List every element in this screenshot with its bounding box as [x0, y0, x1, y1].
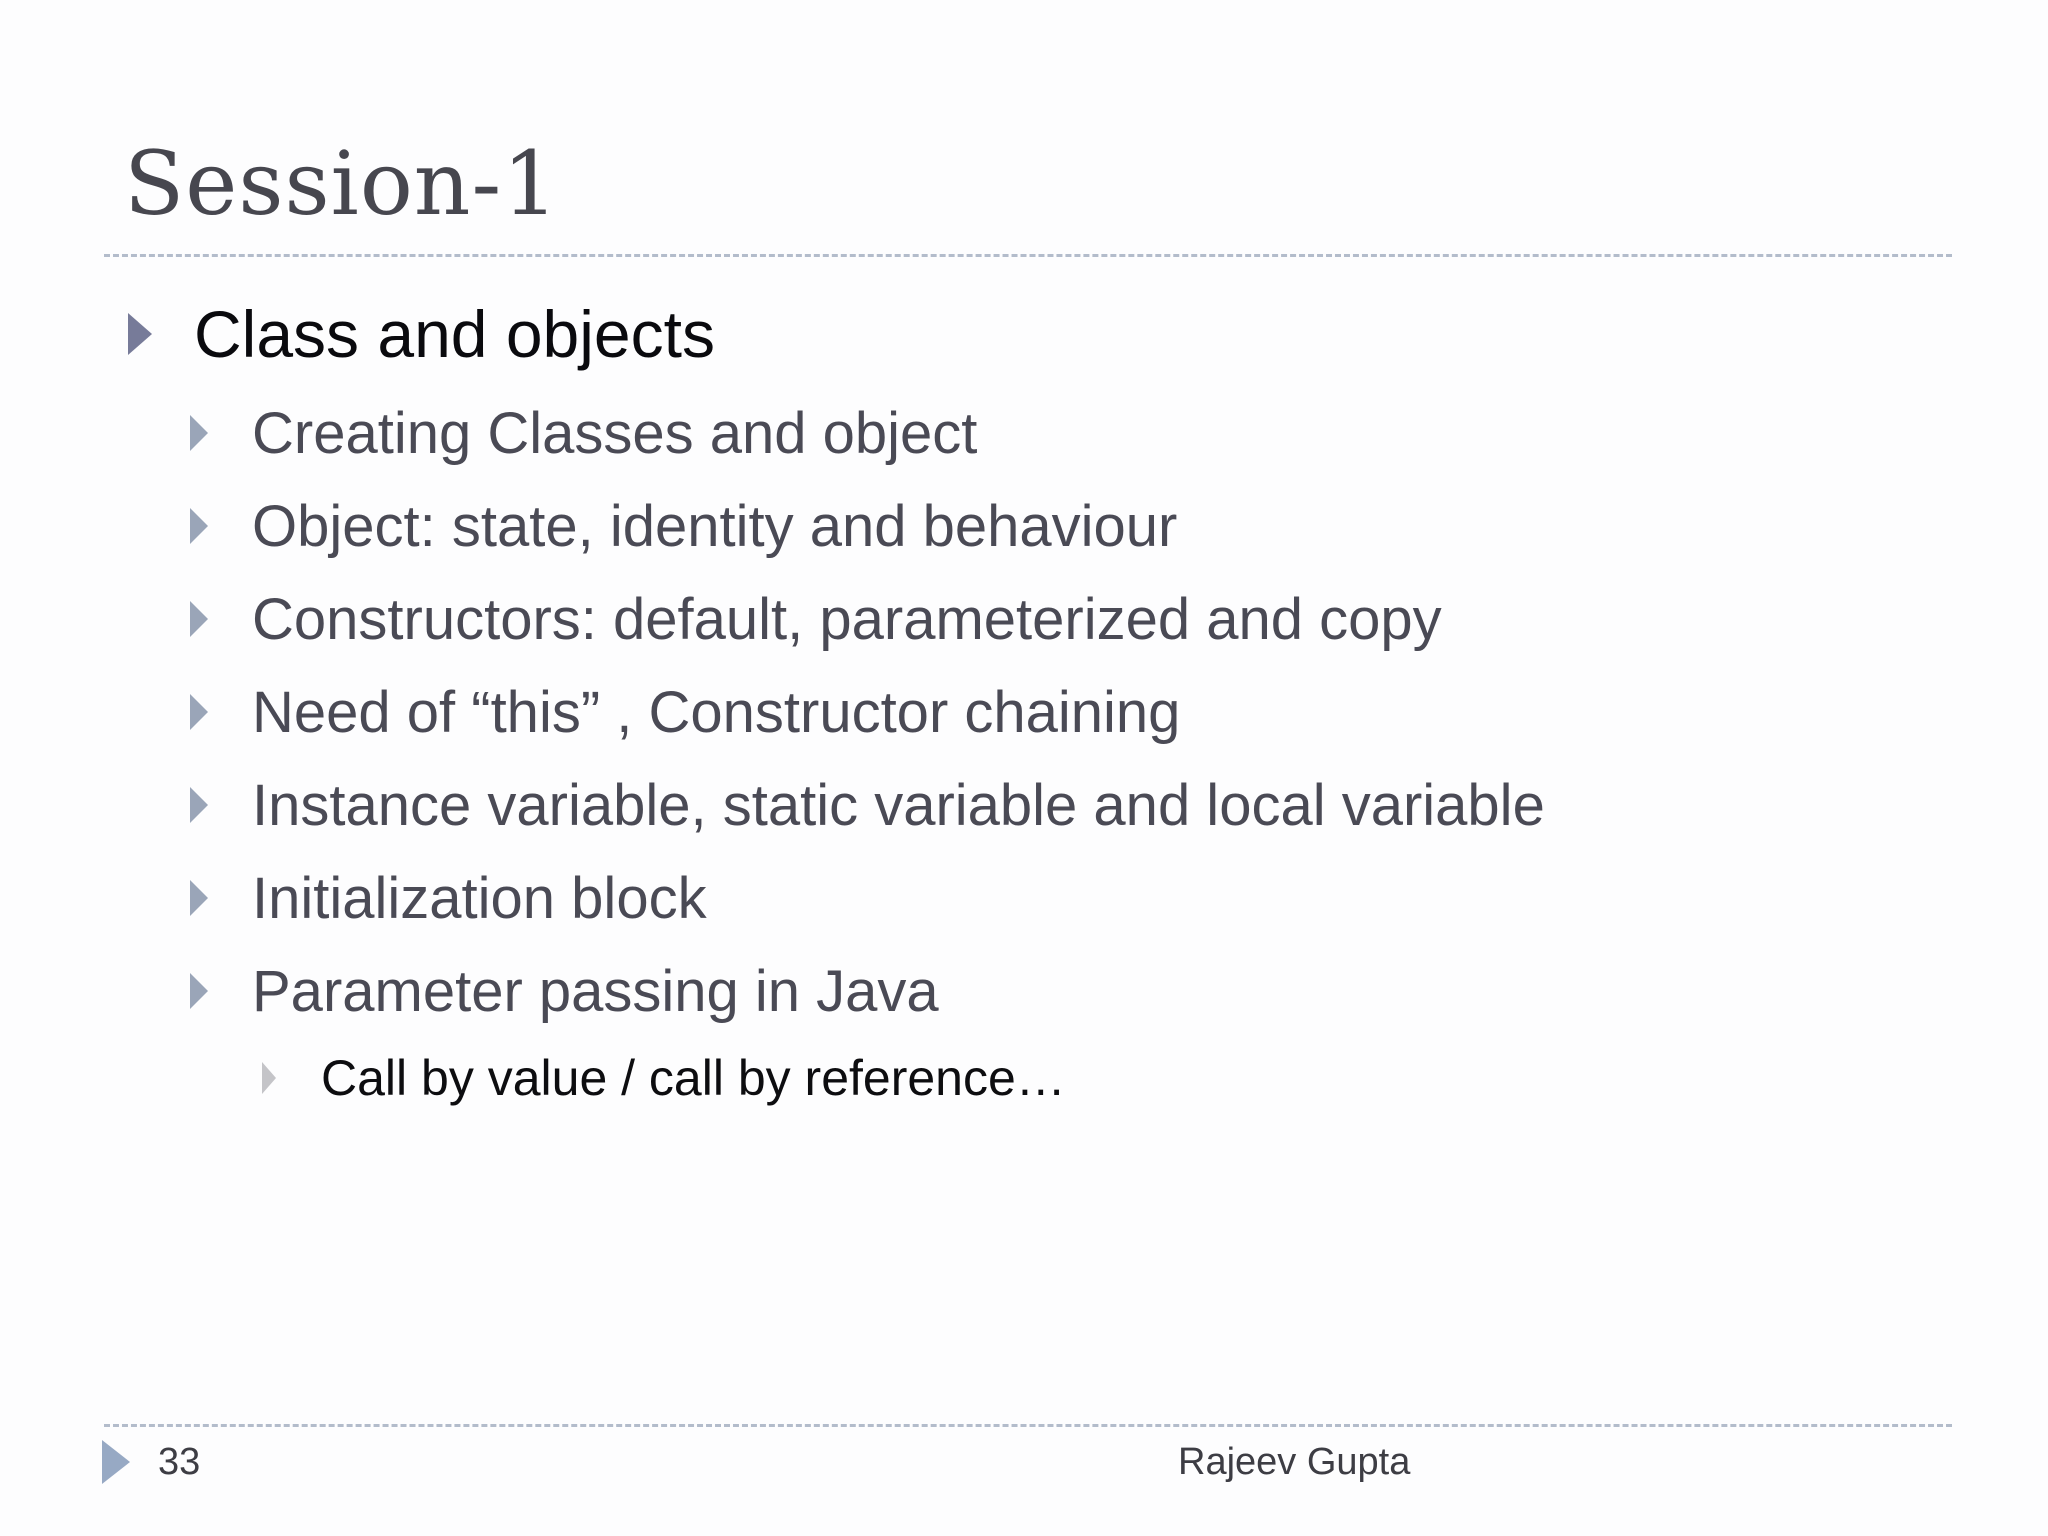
bullet-arrow-icon — [190, 694, 208, 730]
sub-bullet — [190, 770, 1545, 840]
bullet-class-and-objects — [128, 296, 715, 372]
author-name: Rajeev Gupta — [1178, 1441, 1411, 1483]
bullet-arrow-icon — [128, 313, 152, 355]
bullet-text: Object: state, identity and behaviour — [252, 493, 1178, 559]
bullet-arrow-icon — [190, 880, 208, 916]
bullet-arrow-icon — [190, 973, 208, 1009]
sub-bullet — [190, 491, 1177, 561]
bullet-arrow-icon — [190, 508, 208, 544]
bullet-arrow-icon — [262, 1062, 276, 1094]
bullet-text: Creating Classes and object — [252, 400, 978, 466]
bullet-text: Class and objects — [194, 297, 715, 371]
bullet-arrow-icon — [190, 787, 208, 823]
sub-bullet — [190, 863, 707, 933]
bullet-text: Parameter passing in Java — [252, 958, 939, 1024]
slide-title: Session-1 — [124, 132, 560, 235]
bullet-arrow-icon — [190, 415, 208, 451]
page-number: 33 — [158, 1441, 201, 1483]
bullet-arrow-icon — [190, 601, 208, 637]
sub-bullet — [190, 584, 1442, 654]
footer-divider — [104, 1424, 1952, 1427]
sub-bullet — [190, 956, 939, 1026]
bullet-text: Need of “this” , Constructor chaining — [252, 679, 1181, 745]
bullet-text: Call by value / call by reference… — [321, 1050, 1066, 1106]
title-divider — [104, 254, 1952, 257]
sub-bullet — [190, 398, 977, 468]
sub-sub-bullet — [262, 1048, 1066, 1108]
sub-bullet — [190, 677, 1180, 747]
bullet-text: Constructors: default, parameterized and copy — [252, 586, 1442, 652]
bullet-text: Initialization block — [252, 865, 707, 931]
bullet-text: Instance variable, static variable and local variable — [252, 772, 1545, 838]
footer-arrow-icon — [102, 1440, 130, 1484]
